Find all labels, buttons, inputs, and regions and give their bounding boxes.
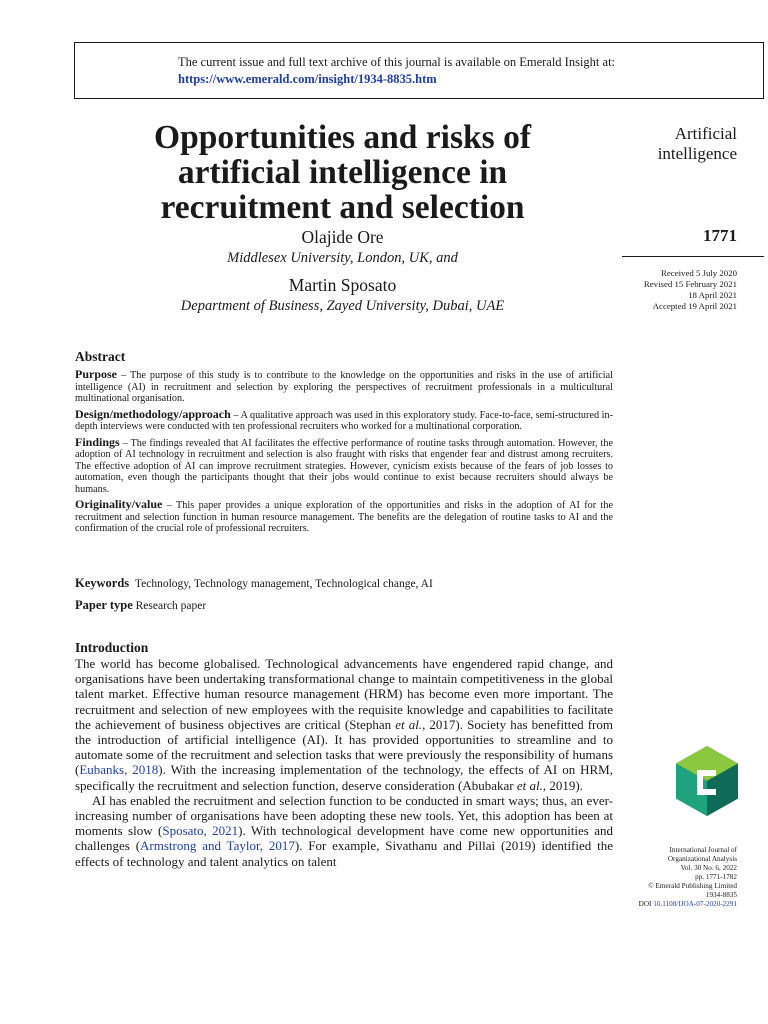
abstract-text: – This paper provides a unique exploration of the opportunities and risks in the adoption of AI for the recruitment and selection function in human resource management. The benefits are the delegation of routine tasks to AI and the confirmation of the crucial role of professional recruiters. xyxy=(75,500,613,534)
doi-link[interactable]: 10.1108/IJOA-07-2020-2291 xyxy=(653,900,737,908)
date-accepted: Accepted 19 April 2021 xyxy=(652,301,737,311)
text-run: , 2019). xyxy=(542,777,583,793)
paper-type xyxy=(75,598,613,613)
abstract-label: Purpose xyxy=(75,367,117,381)
abstract-label: Findings xyxy=(75,434,120,449)
author-affiliation: Department of Business, Zayed University, Dubai, UAE xyxy=(180,298,505,314)
journal-publisher: © Emerald Publishing Limited xyxy=(648,882,737,890)
abstract-text: – The purpose of this study is to contribute to the knowledge on the opportunities and risks in the use of artificial intelligence (AI) in recruitment and selection by exploring the perspectives of recruitment professionals in a multicultural multinational organisation. xyxy=(75,370,613,404)
journal-name: International Journal of xyxy=(669,846,737,854)
journal-pages: pp. 1771-1782 xyxy=(695,873,737,881)
text-run: ). With the increasing implementation of the technology, the effects of AI on HRM, specifically the recruitment and selection function, deserve consideration (Abubakar xyxy=(75,762,613,793)
author-name: Olajide Ore xyxy=(301,227,384,247)
keywords xyxy=(75,576,613,591)
paper-title xyxy=(80,120,605,225)
abstract-label: Design/methodology/approach xyxy=(75,406,231,421)
title-line: Opportunities and risks of xyxy=(154,119,531,156)
abstract-label: Originality/value xyxy=(75,497,163,511)
text-run: AI has enabled the recruitment and selection function to be conducted in smart ways; thus, an ever-increasing number of organisations have been adopting these new tools. Yet, this adoption has been at moments slow ( xyxy=(75,792,613,839)
date-revised-2: 18 April 2021 xyxy=(688,290,737,300)
crossmark-icon[interactable] xyxy=(676,746,738,816)
abstract-text: – The findings revealed that AI facilitates the effective performance of routine tasks through automation. However, the adoption of AI technology in recruitment and selection is also fraught with risks that engender fear and distrust among recruiters. The effective adoption of AI can improve recruitment strategies. However, cynicism exists because of the fears of job losses to automation, even though the participants thought that their jobs would continue to exist because recruiters should always be humans. xyxy=(75,437,613,495)
paper-type-label: Paper type xyxy=(75,598,133,612)
author-block xyxy=(80,226,605,316)
keywords-text: Technology, Technology management, Technological change, AI xyxy=(134,578,433,590)
history-dates xyxy=(620,268,737,312)
running-head-line: intelligence xyxy=(657,144,737,163)
journal-info xyxy=(615,846,737,909)
date-received: Received 5 July 2020 xyxy=(661,268,737,278)
running-head xyxy=(620,124,737,164)
abstract-originality xyxy=(75,499,613,535)
abstract-findings xyxy=(75,434,613,496)
notice-text: The current issue and full text archive of this journal is available on Emerald Insight at: xyxy=(178,55,616,69)
crossmark-logo-graphic xyxy=(676,746,738,816)
paper-type-text: Research paper xyxy=(135,600,207,612)
access-notice xyxy=(74,42,764,99)
abstract-heading: Abstract xyxy=(75,349,126,364)
text-run: ). With technological development have come new opportunities and challenges ( xyxy=(75,823,613,854)
section-heading: Introduction xyxy=(75,640,149,655)
journal-volume: Vol. 30 No. 6, 2022 xyxy=(680,864,737,872)
author-name: Martin Sposato xyxy=(288,275,397,295)
author-affiliation: Middlesex University, London, UK, and xyxy=(227,250,458,266)
journal-name: Organizational Analysis xyxy=(667,855,737,863)
citation-link[interactable]: Eubanks, 2018 xyxy=(79,762,159,778)
abstract-purpose xyxy=(75,369,613,405)
paragraph xyxy=(75,793,613,869)
text-run: ). For example, Sivathanu and Pillai (2019) identified the effects of technology and talent analytics on talent xyxy=(75,838,613,869)
abstract-text: – A qualitative approach was used in this exploratory study. Face-to-face, semi-structured in-depth interviews were conducted with ten professional recruiters who worked for a multinational corporation. xyxy=(75,409,613,432)
page-divider xyxy=(622,256,764,257)
journal-issn: 1934-8835 xyxy=(705,891,737,899)
notice-url-link[interactable]: https://www.emerald.com/insight/1934-8835.htm xyxy=(178,72,437,86)
page-number: 1771 xyxy=(703,226,737,245)
running-head-line: Artificial xyxy=(674,124,737,143)
date-revised: Revised 15 February 2021 xyxy=(643,279,737,289)
doi-label: DOI xyxy=(638,900,654,908)
abstract-design xyxy=(75,406,613,433)
abstract-body xyxy=(75,369,613,539)
text-run: , 2017). Society has benefitted from the introduction of artificial intelligence (AI). It has provided opportunities to streamline and to automate some of the recruitment and selection tasks that were previously the responsibility of humans ( xyxy=(75,716,614,778)
text-run: The world has become globalised. Technological advancements have engendered rapid change, and organisations have been undertaking transformational change to maintain competitiveness in the global talent market. Effective human resource management (HRM) has become even more important. The recruitment and selection of new employees with the requisite knowledge and capabilities to facilitate the achievement of business objectives are critical (Stephan xyxy=(75,656,613,732)
paragraph xyxy=(75,656,613,793)
citation-link[interactable]: Armstrong and Taylor, 2017 xyxy=(140,838,295,854)
title-line: recruitment and selection xyxy=(160,189,525,226)
journal-doi xyxy=(615,900,737,909)
introduction-body xyxy=(75,656,613,869)
text-run: et al. xyxy=(395,716,423,732)
keywords-label: Keywords xyxy=(75,576,130,590)
title-line: artificial intelligence in xyxy=(177,154,508,191)
citation-link[interactable]: Sposato, 2021 xyxy=(162,823,239,839)
text-run: et al. xyxy=(516,777,543,793)
